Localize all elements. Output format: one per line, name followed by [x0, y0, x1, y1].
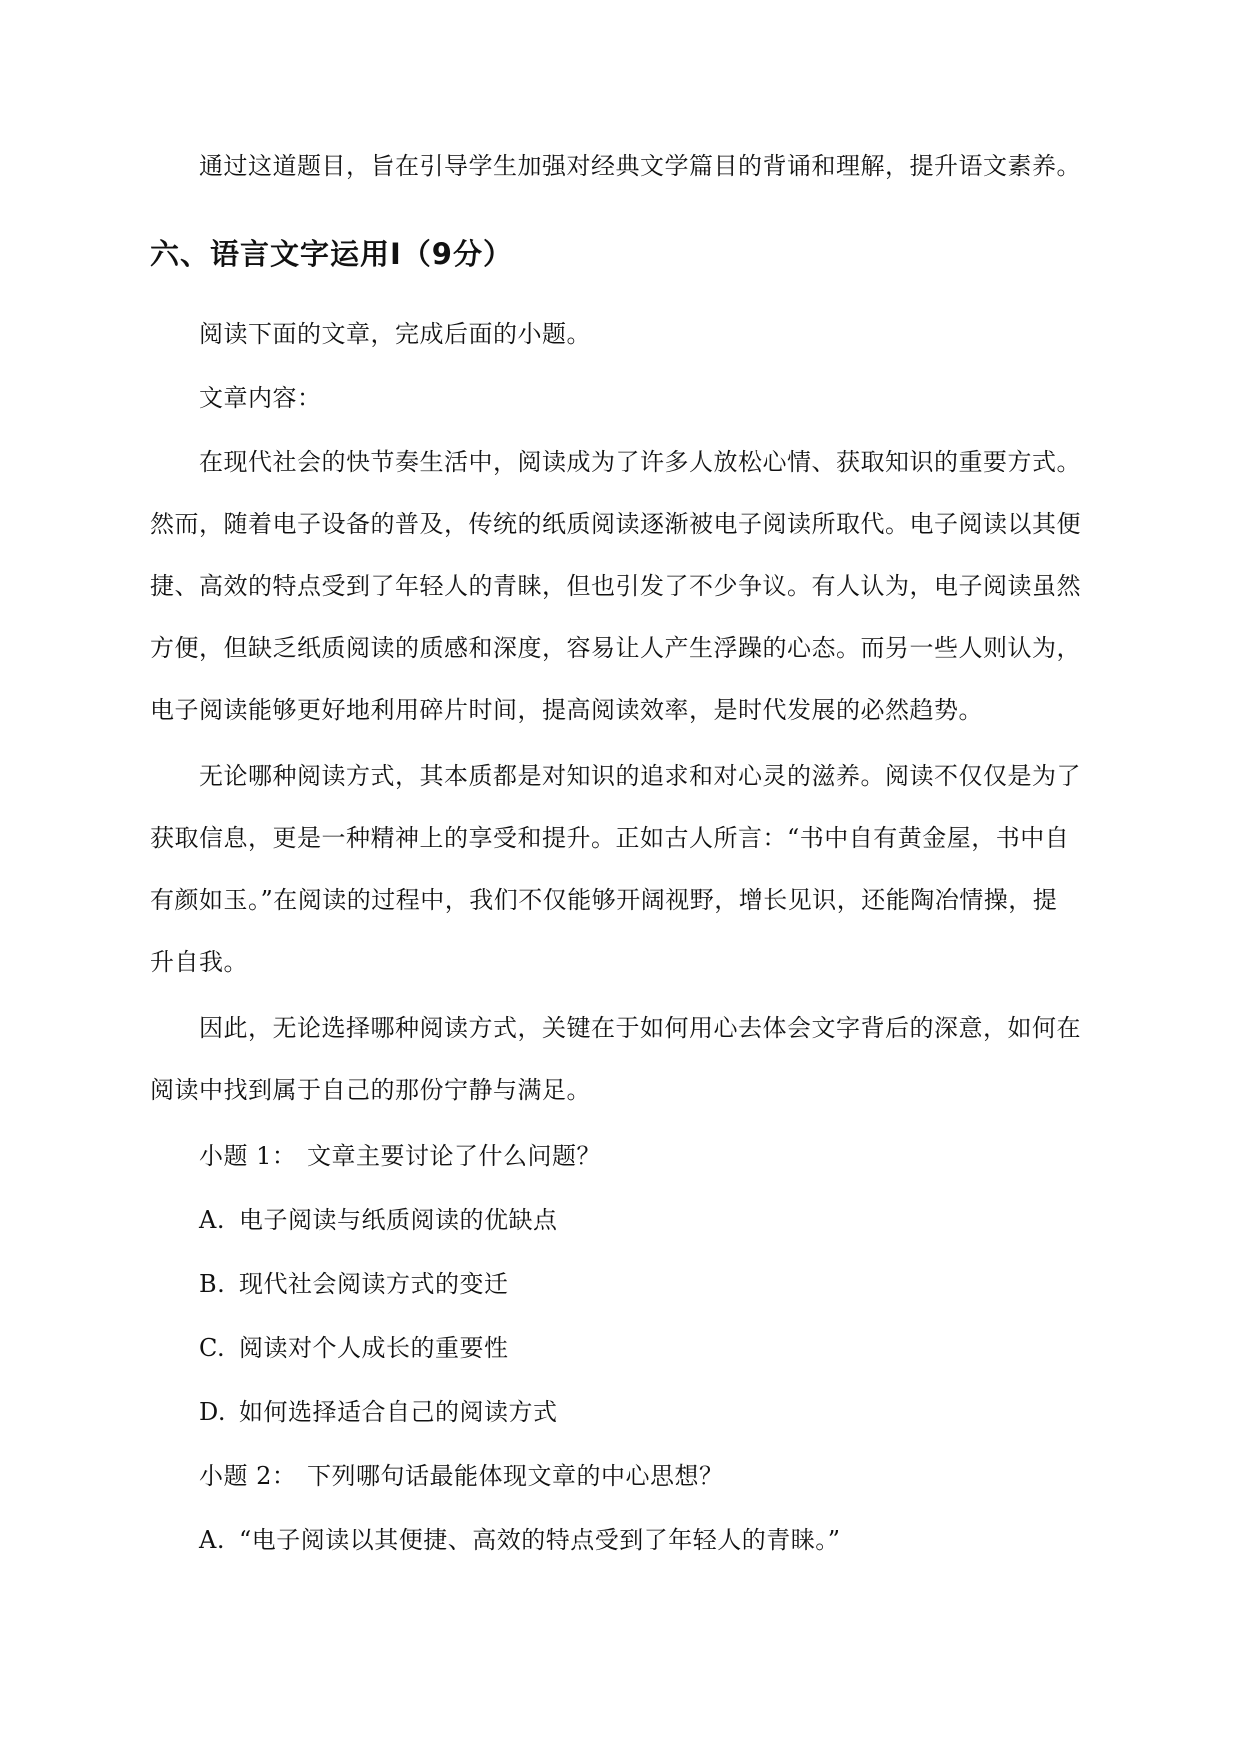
- article-line: 有颜如玉。”在阅读的过程中，我们不仅能够开阔视野，增长见识，还能陶冶情操，提: [150, 886, 1058, 914]
- option-letter: A.: [199, 1206, 225, 1234]
- article-line: 方便，但缺乏纸质阅读的质感和深度，容易让人产生浮躁的心态。而另一些人则认为，: [150, 634, 1081, 662]
- question-1-option-a: [199, 1204, 1149, 1236]
- option-text: 电子阅读与纸质阅读的优缺点: [239, 1206, 558, 1234]
- question-1-option-b: [199, 1268, 1149, 1300]
- article-line: 升自我。: [150, 948, 248, 976]
- question-label: 小题 1：: [199, 1142, 297, 1170]
- option-letter: A.: [199, 1526, 225, 1554]
- article-line: 然而，随着电子设备的普及，传统的纸质阅读逐渐被电子阅读所取代。电子阅读以其便: [150, 510, 1081, 538]
- option-letter: B.: [199, 1270, 226, 1298]
- option-text: 现代社会阅读方式的变迁: [239, 1270, 509, 1298]
- question-text: 文章主要讨论了什么问题？: [307, 1142, 601, 1170]
- article-line: 因此，无论选择哪种阅读方式，关键在于如何用心去体会文字背后的深意，如何在: [199, 1014, 1081, 1042]
- question-label: 小题 2：: [199, 1462, 297, 1490]
- section-heading: 六、语言文字运用Ⅰ（9分）: [150, 237, 513, 271]
- question-1: [199, 1140, 1149, 1172]
- article-line: 阅读中找到属于自己的那份宁静与满足。: [150, 1076, 591, 1104]
- article-line: 在现代社会的快节奏生活中，阅读成为了许多人放松心情、获取知识的重要方式。: [199, 448, 1081, 476]
- article-label: 文章内容：: [199, 384, 322, 412]
- question-2-option-a: [199, 1524, 1149, 1556]
- article-line: 电子阅读能够更好地利用碎片时间，提高阅读效率，是时代发展的必然趋势。: [150, 696, 983, 724]
- question-text: 下列哪句话最能体现文章的中心思想？: [307, 1462, 724, 1490]
- article-line: 捷、高效的特点受到了年轻人的青睐，但也引发了不少争议。有人认为，电子阅读虽然: [150, 572, 1081, 600]
- intro-paragraph-tail: 通过这道题目，旨在引导学生加强对经典文学篇目的背诵和理解，提升语文素养。: [199, 152, 1081, 180]
- article-line: 无论哪种阅读方式，其本质都是对知识的追求和对心灵的滋养。阅读不仅仅是为了: [199, 762, 1081, 790]
- article-line: 获取信息，更是一种精神上的享受和提升。正如古人所言：“书中自有黄金屋，书中自: [150, 824, 1070, 852]
- option-text: 如何选择适合自己的阅读方式: [239, 1398, 558, 1426]
- question-2: [199, 1460, 1149, 1492]
- instruction-text: 阅读下面的文章，完成后面的小题。: [199, 320, 591, 348]
- option-text: “电子阅读以其便捷、高效的特点受到了年轻人的青睐。”: [239, 1526, 841, 1554]
- option-text: 阅读对个人成长的重要性: [239, 1334, 509, 1362]
- option-letter: D.: [199, 1398, 227, 1426]
- option-letter: C.: [199, 1334, 226, 1362]
- question-1-option-c: [199, 1332, 1149, 1364]
- question-1-option-d: [199, 1396, 1149, 1428]
